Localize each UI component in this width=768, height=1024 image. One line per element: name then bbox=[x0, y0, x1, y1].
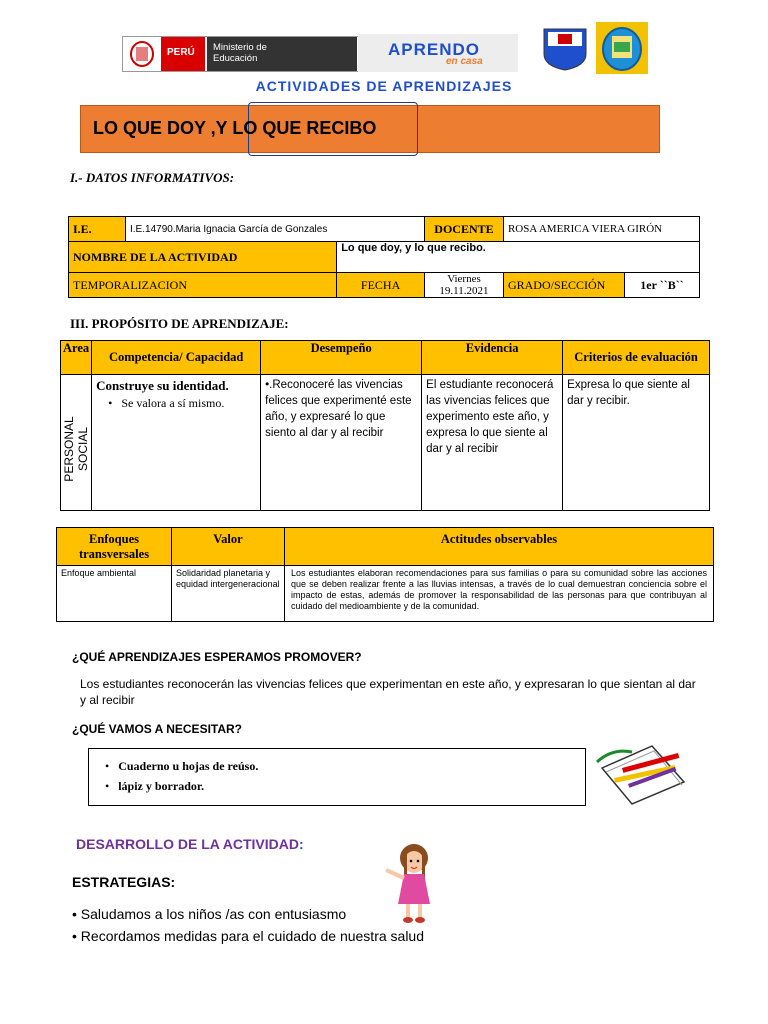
grado-label: GRADO/SECCIÓN bbox=[503, 273, 624, 298]
proposito-table bbox=[60, 340, 710, 511]
material-item-text: Cuaderno u hojas de reúso. bbox=[118, 759, 259, 773]
desarrollo-heading-text: DESARROLLO DE LA ACTIVIDAD bbox=[76, 836, 299, 852]
header-evidencia: Evidencia bbox=[422, 341, 563, 375]
banner-title: LO QUE DOY ,Y LO QUE RECIBO bbox=[93, 118, 377, 138]
list-item: • Recordamos medidas para el cuidado de nuestra salud bbox=[72, 928, 425, 944]
table-row bbox=[57, 566, 714, 622]
temporalizacion-label bbox=[69, 273, 337, 298]
actitudes-value: Los estudiantes elaboran recomendaciones para sus familias o para su comunidad sobre las acciones que se deben realizar frente a las lluvias intensas, a través de lo cual demuestran conciencia sobre el impacto de estas, además de promover la responsabilidad de las personas para que contribuyan al cuidado del medioambiente y de la comunidad. bbox=[285, 566, 714, 622]
fecha-value: Viernes 19.11.2021 bbox=[424, 273, 503, 298]
actividad-label: NOMBRE DE LA ACTIVIDAD bbox=[69, 242, 337, 273]
evidencia-text: El estudiante reconocerá las vivencias felices que experimento este año, y expresa lo que siente al dar y al recibir bbox=[422, 375, 563, 511]
competencia-text: Construye su identidad. bbox=[96, 378, 229, 393]
material-item-text: lápiz y borrador. bbox=[118, 779, 205, 793]
institution-emblem-icon bbox=[596, 22, 648, 74]
peru-coat-of-arms-icon bbox=[127, 40, 157, 68]
ie-label: I.E. bbox=[69, 217, 126, 242]
minedu-peru-label: PERÚ bbox=[167, 47, 195, 58]
ie-value: I.E.14790.Maria Ignacia García de Gonzales bbox=[126, 217, 425, 242]
datos-table bbox=[68, 216, 700, 298]
header-competencia: Competencia/ Capacidad bbox=[92, 341, 261, 375]
aprendizajes-text: Los estudiantes reconocerán las vivencias felices que experimentan en este año, y expresaran lo que sientan al dar y al recibir bbox=[80, 677, 696, 707]
table-row bbox=[69, 242, 700, 273]
table-row bbox=[61, 375, 710, 511]
docente-label: DOCENTE bbox=[424, 217, 503, 242]
criterios-text: Expresa lo que siente al dar y recibir. bbox=[563, 375, 710, 511]
docente-value: ROSA AMERICA VIERA GIRÓN bbox=[503, 217, 699, 242]
actividad-value: Lo que doy, y lo que recibo. bbox=[337, 242, 700, 273]
estrategias-heading: ESTRATEGIAS: bbox=[72, 874, 176, 890]
desarrollo-heading bbox=[76, 836, 304, 852]
table-row bbox=[61, 341, 710, 375]
capacidad-text: Se valora a sí mismo. bbox=[121, 396, 225, 410]
header-enfoques: Enfoques transversales bbox=[57, 528, 172, 566]
necesitar-heading: ¿QUÉ VAMOS A NECESITAR? bbox=[72, 722, 243, 736]
notebook-pencils-icon bbox=[592, 738, 692, 808]
proposito-heading: III. PROPÓSITO DE APRENDIZAJE: bbox=[70, 316, 289, 331]
girl-character-icon bbox=[380, 840, 442, 926]
header-valor: Valor bbox=[172, 528, 285, 566]
desarrollo-colon: : bbox=[298, 836, 304, 852]
aprendo-label: APRENDO bbox=[388, 40, 481, 59]
minedu-name: Ministerio de Educación bbox=[213, 42, 267, 64]
competencia-cell bbox=[92, 375, 261, 511]
area-cell bbox=[61, 375, 92, 511]
list-item: • Saludamos a los niños /as con entusiasmo bbox=[72, 906, 347, 922]
page-title: ACTIVIDADES DE APRENDIZAJES bbox=[255, 78, 513, 94]
header-actitudes: Actitudes observables bbox=[285, 528, 714, 566]
list-item: • lápiz y borrador. bbox=[105, 779, 205, 793]
school-shield-icon bbox=[540, 26, 590, 72]
fecha-label bbox=[337, 273, 425, 298]
header-desempeno: Desempeño bbox=[261, 341, 422, 375]
enfoque-value: Enfoque ambiental bbox=[57, 566, 172, 622]
grado-value: 1er ``B`` bbox=[624, 273, 699, 298]
strategy-item-text: Recordamos medidas para el cuidado de nuestra salud bbox=[80, 928, 425, 944]
en-casa-label: en casa bbox=[446, 56, 483, 67]
datos-heading bbox=[70, 170, 234, 186]
capacidad-item: • Se valora a sí mismo. bbox=[108, 396, 225, 410]
materials-box bbox=[88, 748, 586, 806]
table-row bbox=[69, 217, 700, 242]
datos-heading-text: I.- DATOS INFORMATIVOS: bbox=[70, 170, 235, 185]
aprendo-en-casa-logo bbox=[358, 34, 518, 72]
desempeno-text: •.Reconoceré las vivencias felices que experimenté este año, y expresaré lo que siento al dar y al recibir bbox=[261, 375, 422, 511]
strategy-item-text: Saludamos a los niños /as con entusiasmo bbox=[80, 906, 347, 922]
header-area: Area bbox=[61, 341, 92, 375]
temporalizacion-text: TEMPORALIZACION bbox=[73, 277, 187, 292]
fecha-text: FECHA bbox=[360, 277, 401, 292]
aprendizajes-heading: ¿QUÉ APRENDIZAJES ESPERAMOS PROMOVER? bbox=[72, 650, 362, 664]
header-criterios: Criterios de evaluación bbox=[563, 341, 710, 375]
list-item: • Cuaderno u hojas de reúso. bbox=[105, 759, 259, 773]
area-label: PERSONAL SOCIAL bbox=[62, 416, 90, 482]
table-row bbox=[69, 273, 700, 298]
minedu-logo bbox=[122, 36, 359, 72]
valor-value: Solidaridad planetaria y equidad intergeneracional bbox=[172, 566, 285, 622]
table-row bbox=[57, 528, 714, 566]
enfoques-table bbox=[56, 527, 714, 622]
